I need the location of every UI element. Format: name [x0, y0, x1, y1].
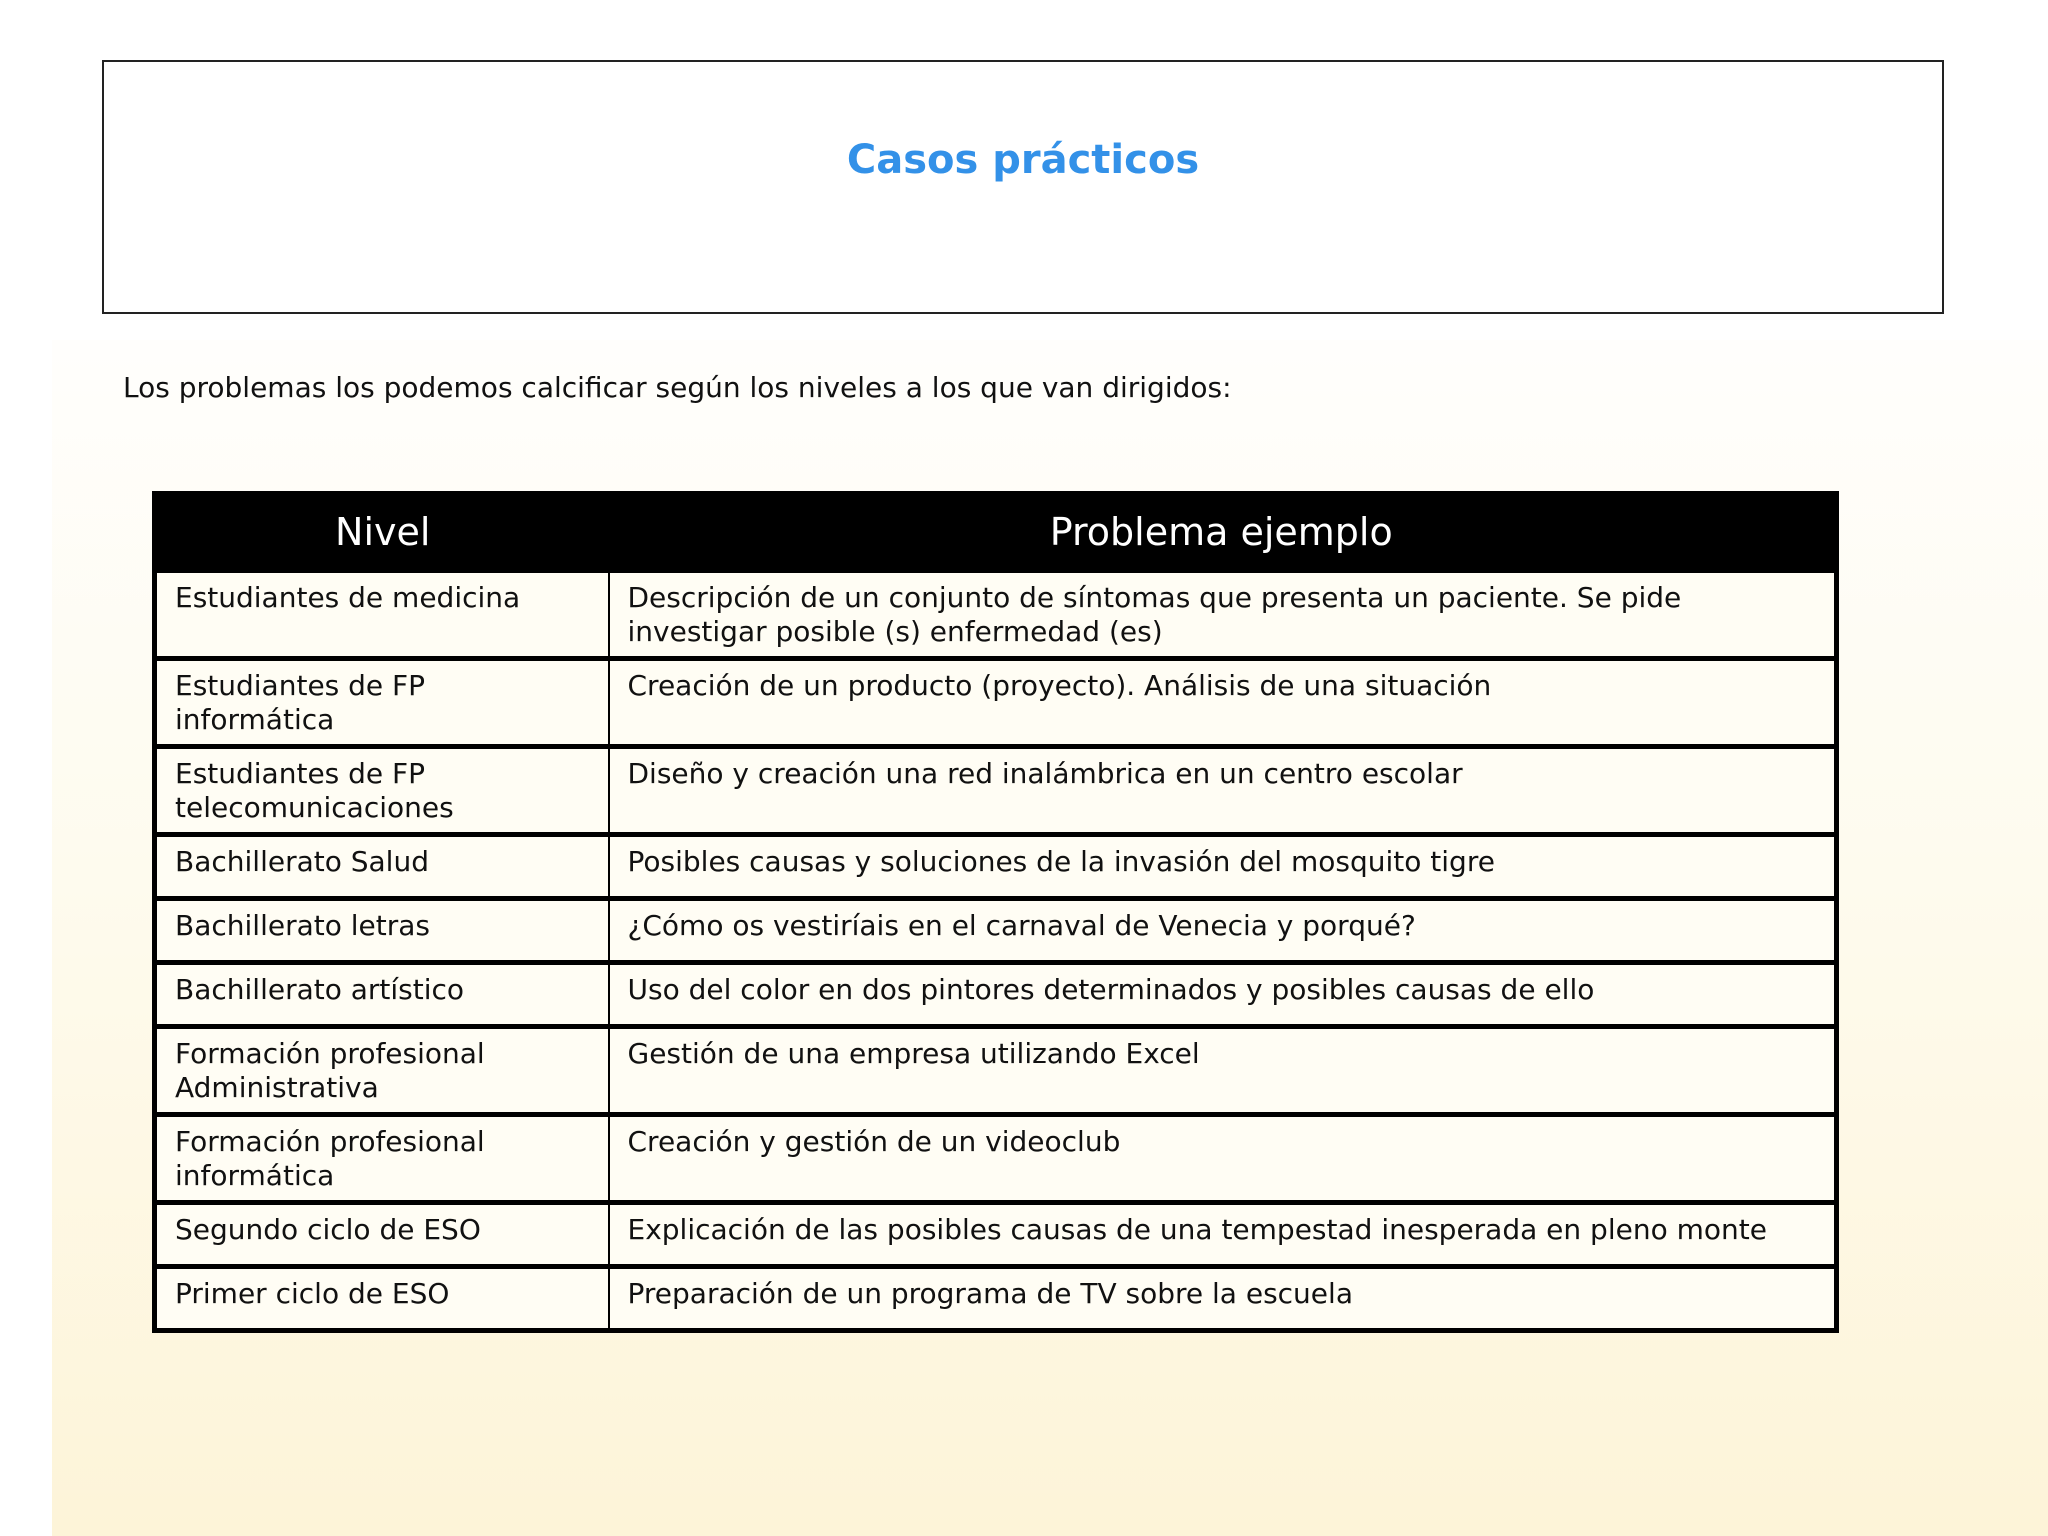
- table-header-row: [155, 494, 1837, 571]
- table-row: [155, 899, 1837, 963]
- cell-problema: Posibles causas y soluciones de la invasión del mosquito tigre: [609, 835, 1837, 899]
- table-row: [155, 835, 1837, 899]
- cell-nivel: Estudiantes de medicina: [155, 571, 609, 659]
- cell-problema: Gestión de una empresa utilizando Excel: [609, 1027, 1837, 1115]
- cell-problema: Uso del color en dos pintores determinados y posibles causas de ello: [609, 963, 1837, 1027]
- table-row: [155, 571, 1837, 659]
- table-row: [155, 1115, 1837, 1203]
- table-row: [155, 659, 1837, 747]
- cell-nivel: Bachillerato artístico: [155, 963, 609, 1027]
- intro-text: Los problemas los podemos calcificar según los niveles a los que van dirigidos:: [123, 371, 1232, 404]
- cell-problema: Creación y gestión de un videoclub: [609, 1115, 1837, 1203]
- cell-nivel: Estudiantes de FP informática: [155, 659, 609, 747]
- levels-table: [152, 491, 1839, 1333]
- table-row: [155, 963, 1837, 1027]
- table-row: [155, 1027, 1837, 1115]
- cell-problema: ¿Cómo os vestiríais en el carnaval de Venecia y porqué?: [609, 899, 1837, 963]
- cell-problema: Descripción de un conjunto de síntomas que presenta un paciente. Se pide investigar posible (s) enfermedad (es): [609, 571, 1837, 659]
- cell-problema: Explicación de las posibles causas de una tempestad inesperada en pleno monte: [609, 1203, 1837, 1267]
- cell-nivel: Segundo ciclo de ESO: [155, 1203, 609, 1267]
- cell-nivel: Primer ciclo de ESO: [155, 1267, 609, 1331]
- title-box: [102, 60, 1944, 314]
- slide-title: Casos prácticos: [846, 137, 1200, 183]
- header-problema-ejemplo: Problema ejemplo: [609, 494, 1837, 571]
- cell-problema: Diseño y creación una red inalámbrica en un centro escolar: [609, 747, 1837, 835]
- table-row: [155, 1203, 1837, 1267]
- cell-nivel: Estudiantes de FP telecomunicaciones: [155, 747, 609, 835]
- cell-nivel: Formación profesional informática: [155, 1115, 609, 1203]
- cell-nivel: Bachillerato Salud: [155, 835, 609, 899]
- table-row: [155, 1267, 1837, 1331]
- header-nivel: Nivel: [155, 494, 609, 571]
- cell-nivel: Bachillerato letras: [155, 899, 609, 963]
- cell-problema: Creación de un producto (proyecto). Análisis de una situación: [609, 659, 1837, 747]
- cell-problema: Preparación de un programa de TV sobre la escuela: [609, 1267, 1837, 1331]
- cell-nivel: Formación profesional Administrativa: [155, 1027, 609, 1115]
- table-row: [155, 747, 1837, 835]
